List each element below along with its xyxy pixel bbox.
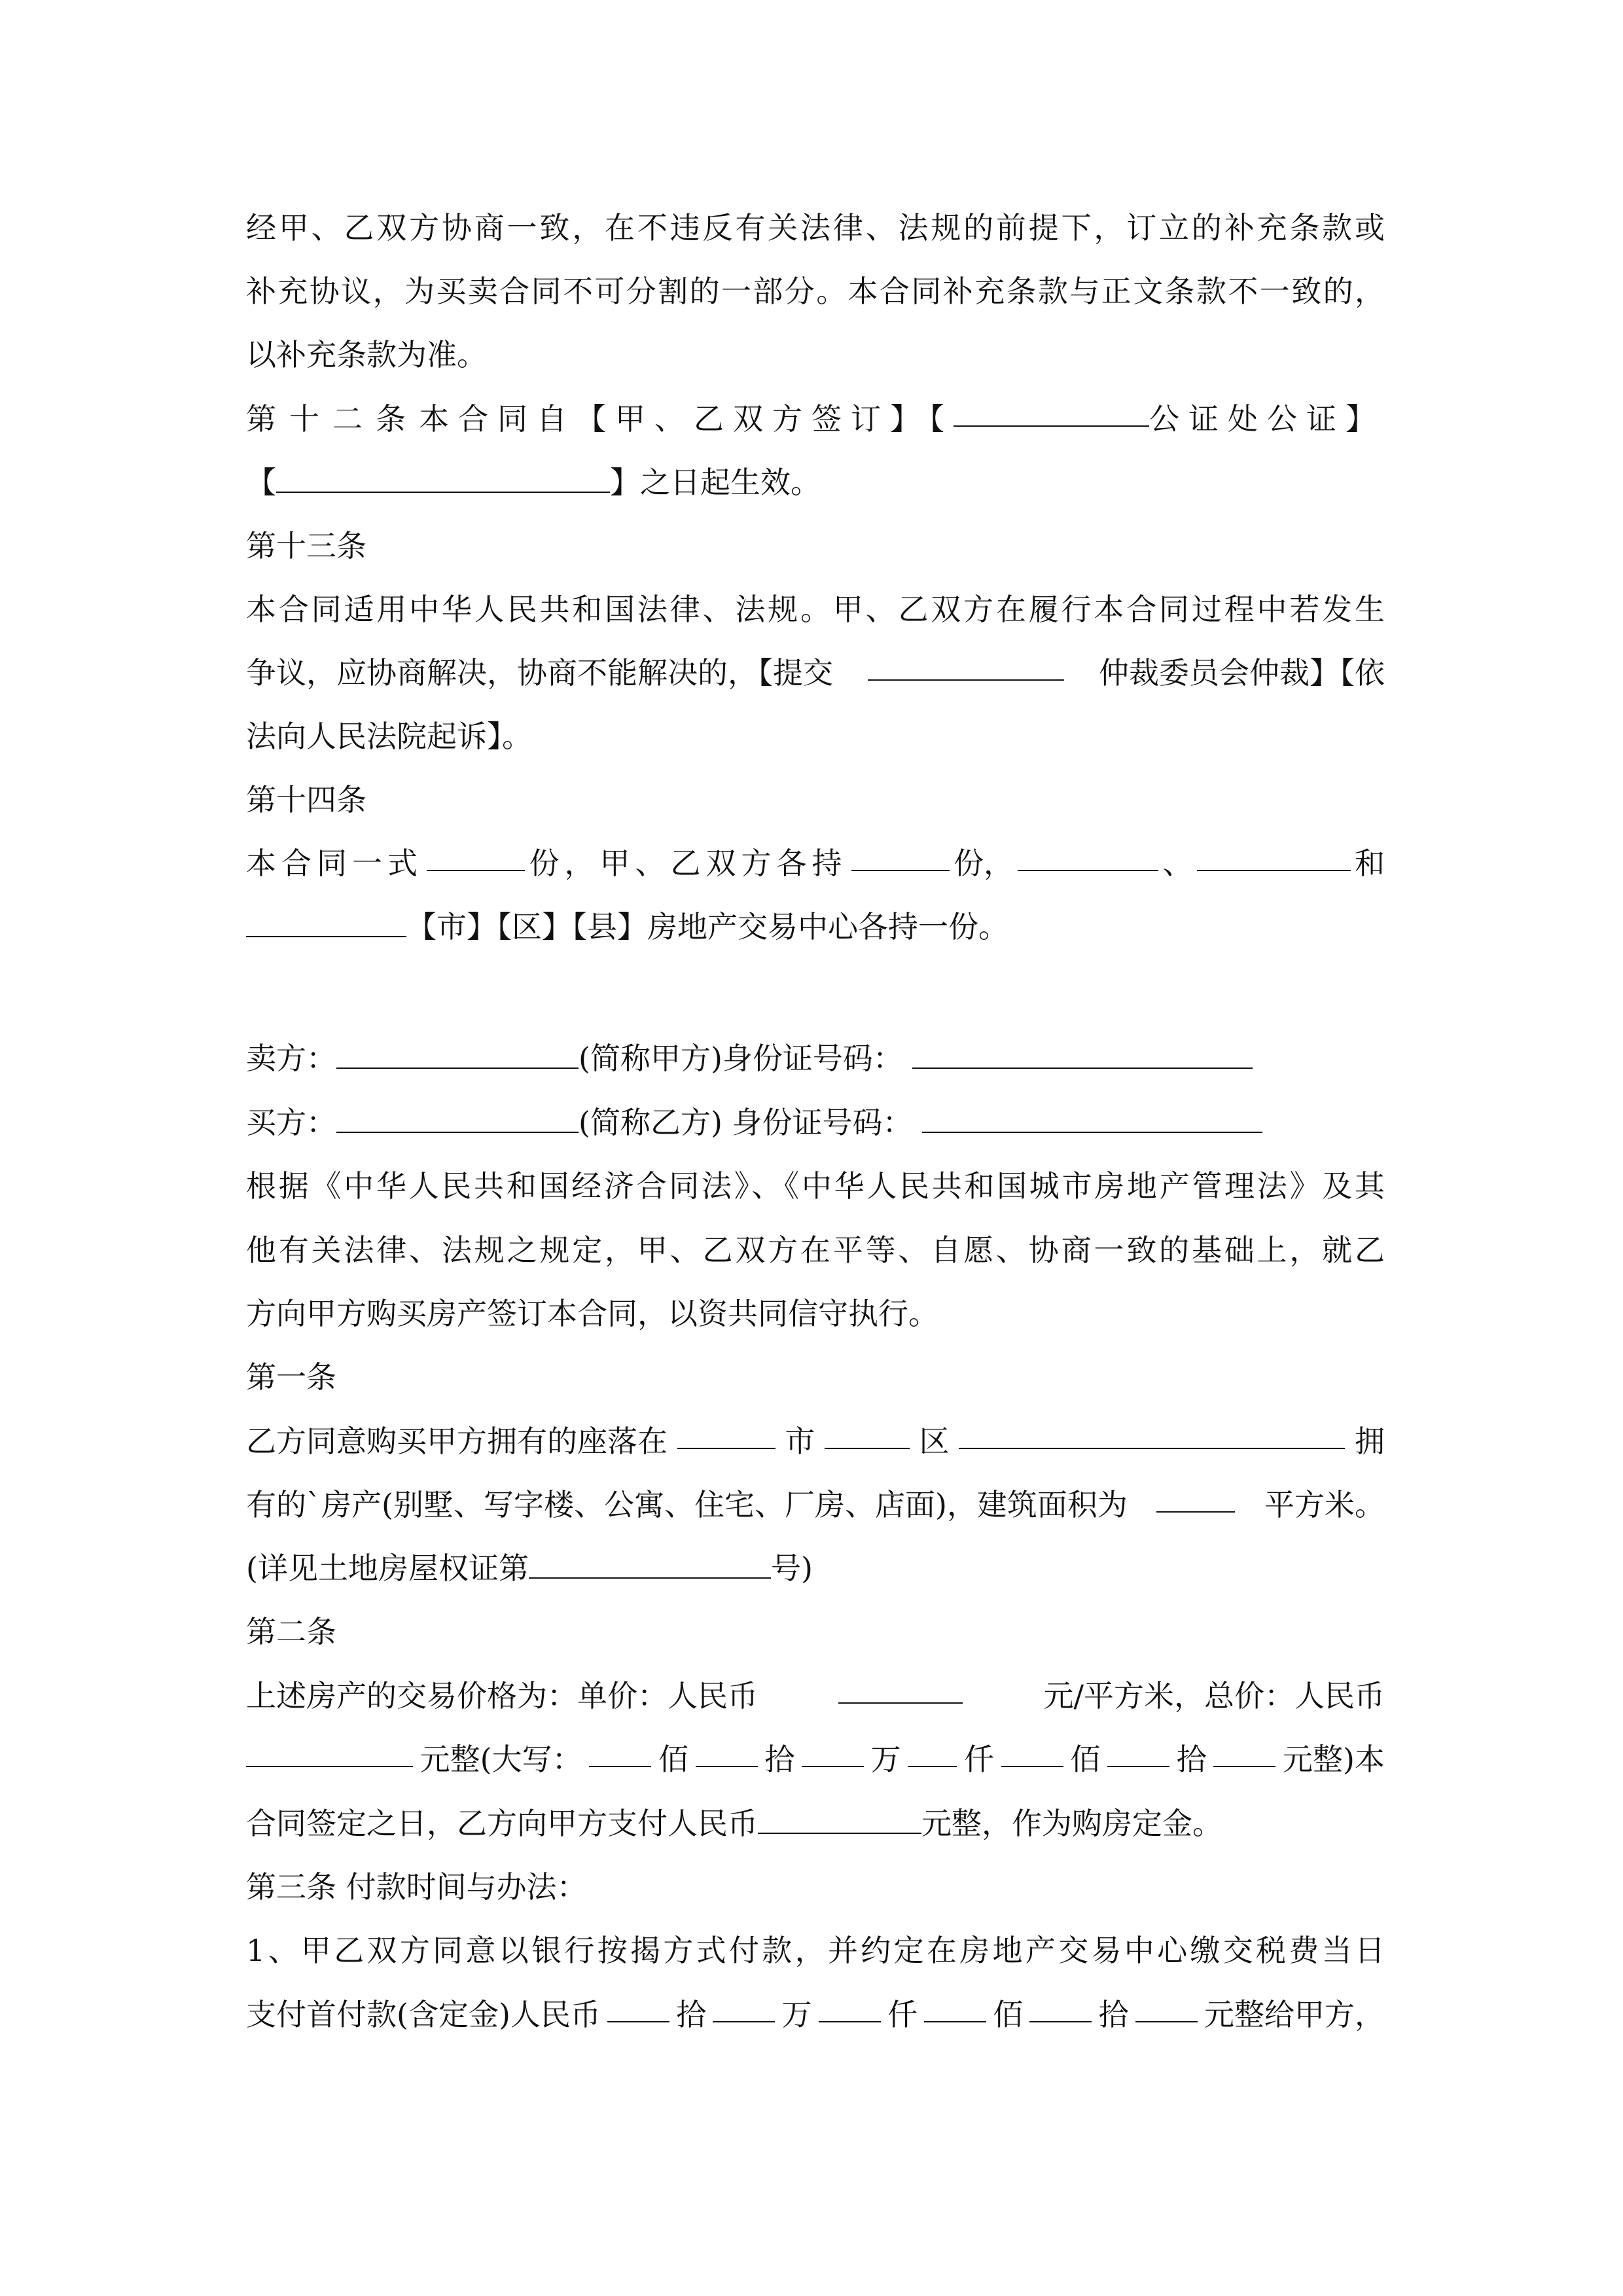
article-12-line-2 bbox=[246, 463, 1385, 502]
article-2-text-f: 万 bbox=[870, 1742, 901, 1777]
article-14-heading: 第十四条 bbox=[246, 782, 366, 817]
article-2-text-k: 合同签定之日，乙方向甲方支付人民币 bbox=[246, 1806, 758, 1841]
article-1-text-d: 拥 bbox=[1354, 1424, 1385, 1459]
article-2-text-g: 仟 bbox=[964, 1742, 994, 1777]
article-2-line-3 bbox=[246, 1804, 1385, 1843]
buyer-label: 买方： bbox=[246, 1105, 336, 1140]
buyer-line bbox=[246, 1103, 1385, 1142]
article-14-line-2 bbox=[246, 907, 1385, 946]
article-3-text-d: 仟 bbox=[887, 1997, 918, 2032]
total-units-blank bbox=[1213, 1740, 1275, 1767]
bracket-open: 【 bbox=[246, 465, 276, 500]
total-price-blank bbox=[246, 1740, 413, 1767]
downpay-thousands-blank bbox=[819, 1995, 881, 2022]
address-blank bbox=[959, 1422, 1345, 1449]
article-1-text-h: 号) bbox=[770, 1551, 813, 1586]
title-certificate-blank bbox=[529, 1551, 771, 1579]
supplement-line-2: 补充协议，为买卖合同不可分割的一部分。本合同补充条款与正文条款不一致的， bbox=[246, 274, 1385, 309]
article-2-text-i: 拾 bbox=[1176, 1742, 1207, 1777]
buyer-id-blank bbox=[922, 1105, 1262, 1133]
downpay-wan-blank bbox=[713, 1995, 775, 2022]
total-wan-blank bbox=[802, 1740, 864, 1767]
article-1-text-c: 区 bbox=[919, 1424, 950, 1459]
floor-area-blank bbox=[1156, 1485, 1235, 1513]
article-2-text-a: 上述房产的交易价格为：单价：人民币 bbox=[246, 1678, 758, 1713]
article-3-line-2 bbox=[246, 1995, 1385, 2034]
preamble-line-1: 根据《中华人民共和国经济合同法》、《中华人民共和国城市房地产管理法》及其 bbox=[246, 1168, 1385, 1204]
article-3-text-b: 拾 bbox=[676, 1997, 707, 2032]
deposit-blank bbox=[758, 1806, 921, 1834]
downpay-tens-blank bbox=[1029, 1995, 1092, 2022]
article-1-text-a: 乙方同意购买甲方拥有的座落在 bbox=[246, 1424, 668, 1459]
article-13-text-b: 仲裁委员会仲裁】【依 bbox=[1099, 655, 1385, 691]
article-1-text-e: 有的`房产(别墅、写字楼、公寓、住宅、厂房、店面)，建筑面积为 bbox=[246, 1487, 1128, 1522]
unit-price-blank bbox=[838, 1676, 963, 1704]
article-1-text-f: 平方米。 bbox=[1264, 1487, 1385, 1522]
article-13-line-2 bbox=[246, 653, 1385, 692]
preamble-line-2: 他有关法律、法规之规定，甲、乙双方在平等、自愿、协商一致的基础上，就乙 bbox=[246, 1232, 1385, 1268]
article-1-heading: 第一条 bbox=[246, 1359, 336, 1395]
article-1-line-3 bbox=[246, 1549, 1385, 1588]
article-3-text-e: 佰 bbox=[993, 1997, 1024, 2032]
article-1-text-g: (详见土地房屋权证第 bbox=[246, 1551, 529, 1586]
city-blank bbox=[677, 1422, 776, 1449]
article-13-line-3: 法向人民法院起诉】。 bbox=[246, 719, 532, 754]
article-2-text-c: 元整(大写： bbox=[419, 1742, 582, 1777]
downpay-hundreds-wan-blank bbox=[607, 1995, 669, 2022]
effective-text: 】之日起生效。 bbox=[610, 465, 821, 500]
copies-each-blank bbox=[851, 844, 950, 871]
article-12-line-1 bbox=[246, 399, 1385, 439]
supplement-line-3: 以补充条款为准。 bbox=[246, 337, 487, 372]
copies-total-blank bbox=[427, 844, 525, 871]
article-3-text-g: 元整给甲方， bbox=[1204, 1997, 1385, 2032]
article-3-text-c: 万 bbox=[781, 1997, 812, 2032]
article-14-text-b: 份，甲、乙双方各持 bbox=[529, 846, 847, 881]
total-hundreds-blank bbox=[1001, 1740, 1063, 1767]
downpay-units-blank bbox=[1135, 1995, 1198, 2022]
article-2-text-b: 元/平方米，总价：人民币 bbox=[1043, 1678, 1385, 1713]
article-1-text-b: 市 bbox=[785, 1424, 815, 1459]
effective-condition-blank bbox=[276, 465, 610, 493]
article-12-text-a: 本合同自【甲、乙双方签订】【 bbox=[419, 401, 954, 437]
supplement-line-1: 经甲、乙双方协商一致，在不违反有关法律、法规的前提下，订立的补充条款或 bbox=[246, 210, 1385, 245]
seller-id-blank bbox=[912, 1041, 1253, 1069]
holder-3-blank bbox=[246, 910, 406, 937]
total-tens-blank bbox=[1107, 1740, 1169, 1767]
article-2-text-l: 元整，作为购房定金。 bbox=[921, 1806, 1222, 1841]
article-1-line-2 bbox=[246, 1485, 1385, 1524]
district-blank bbox=[825, 1422, 910, 1449]
article-2-text-h: 佰 bbox=[1070, 1742, 1101, 1777]
article-12-text-b: 公证处公证】 bbox=[1149, 401, 1385, 437]
preamble-line-3: 方向甲方购买房产签订本合同，以资共同信守执行。 bbox=[246, 1296, 938, 1331]
article-14-text-e: 和 bbox=[1355, 846, 1385, 881]
article-2-line-1 bbox=[246, 1676, 1385, 1715]
article-14-line-1 bbox=[246, 844, 1385, 883]
seller-name-blank bbox=[336, 1041, 579, 1069]
article-3-line-1: 1、甲乙双方同意以银行按揭方式付款，并约定在房地产交易中心缴交税费当日 bbox=[246, 1933, 1385, 1968]
article-3-heading: 第三条 付款时间与办法： bbox=[246, 1869, 587, 1905]
total-hundreds-wan-blank bbox=[589, 1740, 651, 1767]
seller-line bbox=[246, 1039, 1385, 1078]
buyer-name-blank bbox=[336, 1105, 579, 1133]
article-2-text-d: 佰 bbox=[658, 1742, 688, 1777]
total-tens-wan-blank bbox=[696, 1740, 758, 1767]
article-14-text-a: 本合同一式 bbox=[246, 846, 423, 881]
article-14-text-d: 、 bbox=[1162, 846, 1193, 881]
article-12-heading: 第十二条 bbox=[246, 401, 419, 437]
article-2-text-j: 元整)本 bbox=[1283, 1742, 1385, 1777]
holder-2-blank bbox=[1197, 844, 1351, 871]
seller-label: 卖方： bbox=[246, 1041, 336, 1076]
downpay-hundreds-blank bbox=[924, 1995, 986, 2022]
total-thousands-blank bbox=[908, 1740, 957, 1767]
article-14-text-f: 【市】【区】【县】房地产交易中心各持一份。 bbox=[406, 909, 1008, 944]
article-13-heading: 第十三条 bbox=[246, 528, 366, 564]
holder-1-blank bbox=[1018, 844, 1158, 871]
article-13-line-1: 本合同适用中华人民共和国法律、法规。甲、乙双方在履行本合同过程中若发生 bbox=[246, 592, 1385, 627]
article-1-line-1 bbox=[246, 1422, 1385, 1461]
buyer-alias: (简称乙方) 身份证号码： bbox=[579, 1105, 913, 1140]
article-3-text-a: 支付首付款(含定金)人民币 bbox=[246, 1997, 601, 2032]
article-14-text-c: 份， bbox=[954, 846, 1014, 881]
article-2-text-e: 拾 bbox=[764, 1742, 795, 1777]
notary-office-blank bbox=[954, 399, 1149, 427]
article-3-text-f: 拾 bbox=[1098, 1997, 1129, 2032]
article-2-heading: 第二条 bbox=[246, 1614, 336, 1649]
seller-alias: (简称甲方)身份证号码： bbox=[579, 1041, 903, 1076]
arbitration-committee-blank bbox=[868, 653, 1064, 681]
article-2-line-2 bbox=[246, 1740, 1385, 1779]
article-13-text-a: 争议，应协商解决，协商不能解决的，【提交 bbox=[246, 655, 833, 691]
